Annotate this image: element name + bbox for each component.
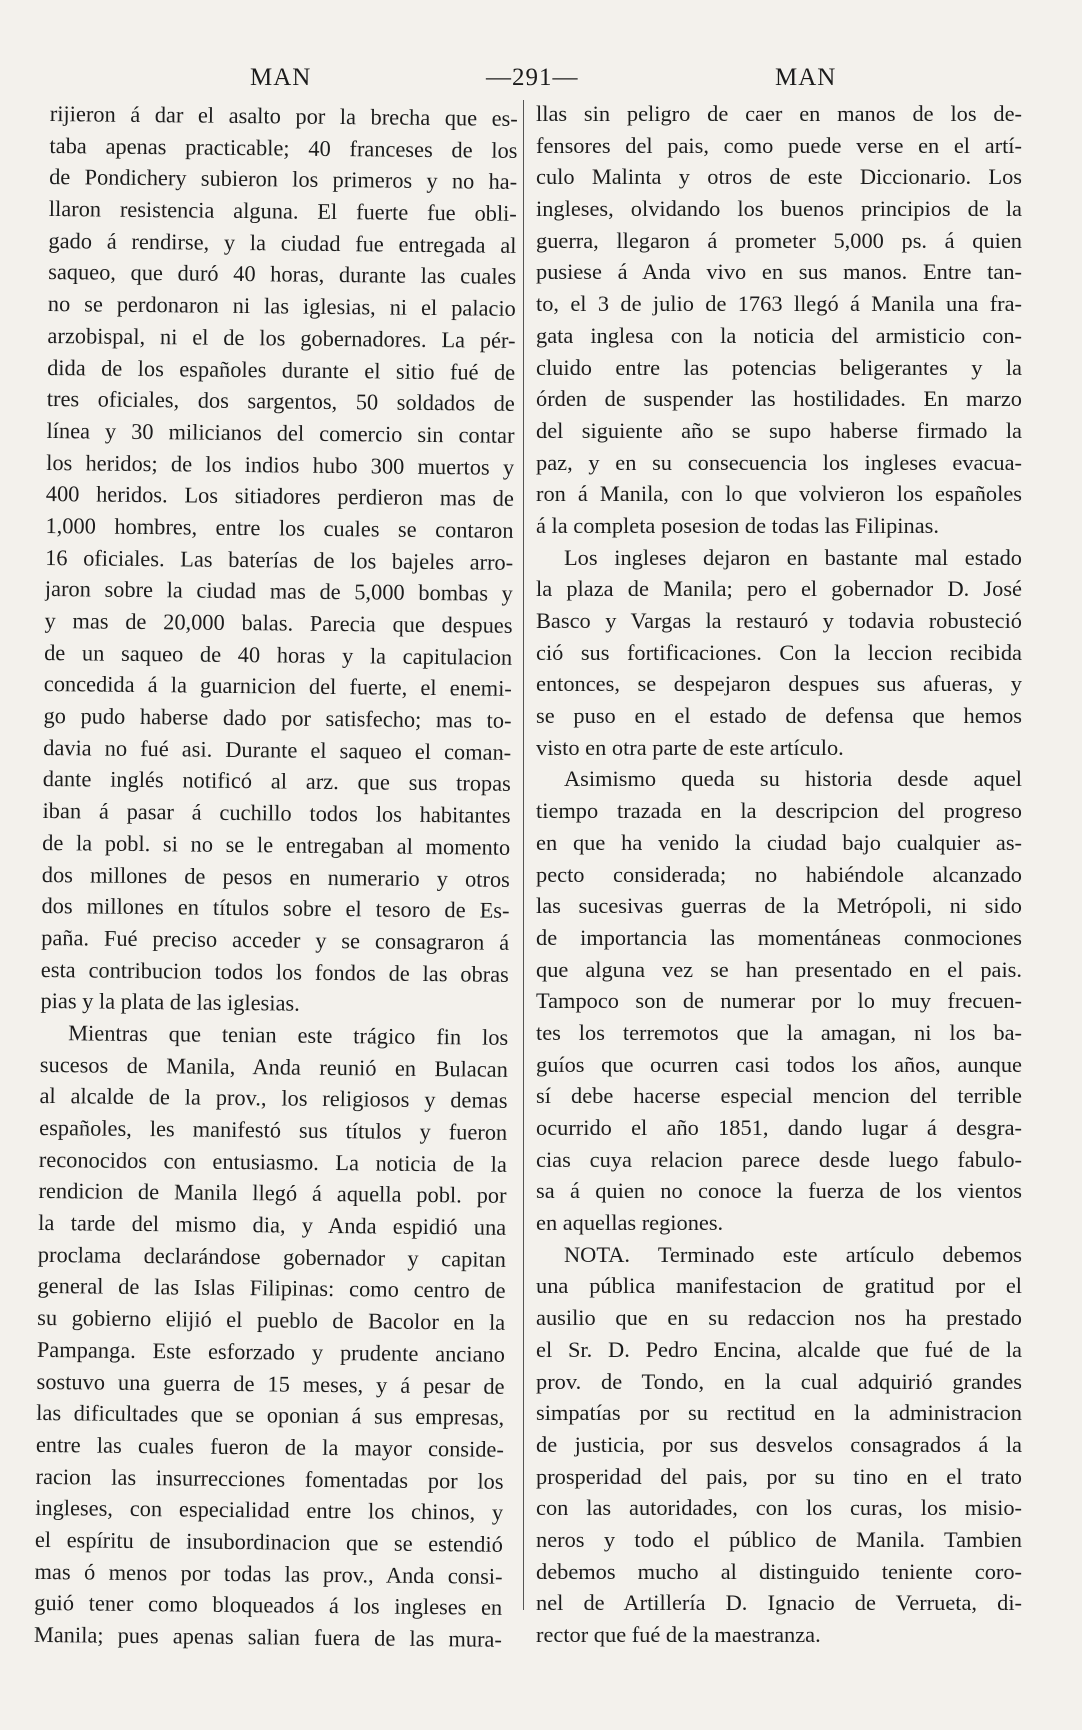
- header-left-word: MAN: [250, 64, 312, 91]
- running-header: [0, 64, 1082, 96]
- text-line: de la pobl. si no se le entregaban al momento: [42, 829, 511, 860]
- text-line: pecto considerada; no habiéndole alcanzado: [536, 861, 1022, 887]
- text-line: no se perdonaron ni las iglesias, ni el palacio: [47, 291, 516, 322]
- text-line: de justicia, por sus desvelos consagrados á la: [536, 1431, 1022, 1457]
- text-line: del siguiente año se supo haberse firmado la: [536, 417, 1022, 443]
- text-line: ció sus fortificaciones. Con la leccion recibida: [536, 639, 1022, 665]
- text-line: órden de suspender las hostilidades. En marzo: [536, 386, 1022, 412]
- text-line: concedida á la guarnicion del fuerte, el enemi-: [43, 671, 512, 702]
- text-line: racion las insurrecciones fomentadas por los: [35, 1463, 504, 1494]
- text-line: rendicion de Manila llegó á aquella pobl. por: [38, 1178, 507, 1209]
- text-line: y mas de 20,000 balas. Parecia que despues: [44, 607, 513, 638]
- text-line: debemos mucho al distinguido teniente coro-: [536, 1558, 1022, 1584]
- text-line: guerra, llegaron á prometer 5,000 ps. á quien: [536, 227, 1022, 253]
- text-line: cluido entre las potencias beligerantes y la: [536, 354, 1022, 380]
- text-line: dos millones en títulos sobre el tesoro de Es-: [41, 893, 510, 924]
- text-line: reconocidos con entusiasmo. La noticia de la: [38, 1146, 507, 1177]
- text-line: entre las cuales fueron de la mayor conside-: [35, 1431, 505, 1462]
- column-divider: [523, 100, 524, 1610]
- text-line: las sucesivas guerras de la Metrópoli, ni sido: [536, 893, 1022, 919]
- text-line: dida de los españoles durante el sitio fué de: [47, 354, 516, 385]
- text-line: neros y todo el público de Manila. Tambien: [536, 1526, 1022, 1552]
- text-line: Manila; pues apenas salian fuera de las mura-: [33, 1621, 503, 1652]
- text-line: sostuvo una guerra de 15 meses, y á pesar de: [36, 1368, 505, 1399]
- text-line: Pampanga. Este esforzado y prudente anciano: [36, 1336, 506, 1367]
- text-line: general de las Islas Filipinas: como centro de: [37, 1273, 506, 1304]
- text-line: españoles, les manifestó sus títulos y fueron: [39, 1114, 508, 1145]
- text-line: los heridos; de los indios hubo 300 muertos y: [46, 449, 515, 480]
- text-line: Mientras que tenian este trágico fin los: [68, 1020, 509, 1050]
- text-line: gata inglesa con la noticia del armisticio con-: [536, 322, 1022, 348]
- text-line: Basco y Vargas la restauró y todavia robusteció: [536, 608, 1022, 633]
- text-line: ron á Manila, con lo que volvieron los españoles: [536, 481, 1022, 507]
- left-column: [34, 98, 518, 1656]
- text-line: ocurrido el año 1851, dando lugar á desgra-: [536, 1115, 1022, 1140]
- text-line: fensores del pais, como puede verse en el artí-: [536, 132, 1022, 158]
- text-line: to, el 3 de julio de 1763 llegó á Manila una fra-: [536, 291, 1022, 317]
- text-line: esta contribucion todos los fondos de las obras: [40, 956, 509, 987]
- text-line: llaron resistencia alguna. El fuerte fue obli-: [48, 196, 517, 226]
- text-line: ausilio que en su redaccion nos ha prestado: [536, 1305, 1022, 1331]
- text-line: que alguna vez se han presentado en el pais.: [536, 956, 1022, 982]
- text-line: su gobierno elijió el pueblo de Bacolor en la: [37, 1305, 506, 1335]
- text-line: llas sin peligro de caer en manos de los de-: [536, 101, 1022, 126]
- text-line: simpatías por su rectitud en la administracion: [536, 1400, 1022, 1426]
- text-line: 400 heridos. Los sitiadores perdieron mas de: [45, 481, 514, 512]
- text-line: mas ó menos por todas las prov., Anda consi-: [34, 1558, 503, 1589]
- text-line: saqueo, que duró 40 horas, durante las cuales: [48, 259, 517, 290]
- text-line: se puso en el estado de defensa que hemos: [536, 703, 1022, 729]
- text-line: las dificultades que se oponian á sus empresas,: [36, 1400, 505, 1431]
- text-line: rector que fué de la maestranza.: [536, 1622, 821, 1647]
- right-column: [536, 98, 1022, 1651]
- text-line: Los ingleses dejaron en bastante mal estado: [564, 544, 1022, 570]
- text-line: tres oficiales, dos sargentos, 50 soldados de: [46, 386, 515, 417]
- text-line: iban á pasar á cuchillo todos los habitantes: [42, 798, 511, 828]
- text-line: davia no fué asi. Durante el saqueo el coman-: [43, 734, 512, 765]
- text-line: la tarde del mismo dia, y Anda espidió una: [38, 1210, 507, 1240]
- note-line: NOTA. Terminado este artículo debemos: [564, 1241, 1022, 1267]
- text-line: arzobispal, ni el de los gobernadores. La pér-: [47, 322, 516, 353]
- text-line: Asimismo queda su historia desde aquel: [564, 766, 1022, 792]
- text-line: paña. Fué preciso acceder y se consagraron á: [41, 924, 510, 955]
- text-line: visto en otra parte de este artículo.: [536, 734, 844, 760]
- text-line: en que ha venido la ciudad bajo cualquier as-: [536, 829, 1022, 855]
- text-line: la plaza de Manila; pero el gobernador D. José: [536, 576, 1022, 602]
- text-line: prov. de Tondo, en la cual adquirió grandes: [536, 1368, 1022, 1394]
- text-line: de Pondichery subieron los primeros y no ha-: [49, 164, 518, 195]
- text-line: prosperidad del pais, por su tino en el trato: [536, 1463, 1022, 1489]
- text-line: ingleses, olvidando los buenos principios de la: [536, 196, 1022, 222]
- text-line: culo Malinta y otros de este Diccionario. Los: [536, 164, 1022, 190]
- text-line: guíos que ocurren casi todos los años, aunque: [536, 1051, 1022, 1077]
- text-line: gado á rendirse, y la ciudad fue entregada al: [48, 227, 517, 258]
- text-line: el Sr. D. Pedro Encina, alcalde que fué de la: [536, 1336, 1022, 1362]
- text-line: sí debe hacerse especial mencion del terrible: [536, 1083, 1022, 1109]
- text-line: en aquellas regiones.: [536, 1210, 724, 1236]
- text-line: sa á quien no conoce la fuerza de los vientos: [536, 1178, 1022, 1204]
- text-line: dante inglés notificó al arz. que sus tropas: [42, 766, 511, 797]
- text-line: á la completa posesion de todas las Filipinas.: [536, 512, 939, 538]
- page-number: —291—: [486, 64, 579, 91]
- text-line: pias y la plata de las iglesias.: [40, 988, 300, 1016]
- text-line: con las autoridades, con los curas, los misio-: [536, 1495, 1022, 1521]
- text-line: proclama declarándose gobernador y capitan: [37, 1241, 506, 1272]
- text-line: entonces, se despejaron despues sus afueras, y: [536, 671, 1022, 697]
- text-line: al alcalde de la prov., los religiosos y demas: [39, 1083, 508, 1114]
- text-line: tes los terremotos que la amagan, ni los ba-: [536, 1019, 1022, 1045]
- text-line: tiempo trazada en la descripcion del progreso: [536, 798, 1022, 824]
- text-line: una pública manifestacion de gratitud por el: [536, 1273, 1022, 1299]
- text-line: ingleses, con especialidad entre los chinos, y: [35, 1495, 504, 1526]
- text-line: cias cuya relacion parece desde luego fabulo-: [536, 1146, 1022, 1172]
- text-line: dos millones de pesos en numerario y otros: [41, 861, 510, 892]
- text-line: de un saqueo de 40 horas y la capitulacion: [44, 639, 513, 670]
- text-line: paz, y en su consecuencia los ingleses evacua-: [536, 449, 1022, 475]
- text-line: guió tener como bloqueados á los ingleses en: [34, 1590, 503, 1621]
- text-line: 16 oficiales. Las baterías de los bajeles arro-: [45, 544, 514, 575]
- header-right-word: MAN: [775, 64, 837, 91]
- text-line: rijieron á dar el asalto por la brecha que es-: [49, 100, 518, 131]
- text-line: línea y 30 milicianos del comercio sin contar: [46, 417, 515, 448]
- text-line: taba apenas practicable; 40 franceses de los: [49, 132, 518, 163]
- text-line: jaron sobre la ciudad mas de 5,000 bombas y: [44, 576, 513, 607]
- text-line: go pudo haberse dado por satisfecho; mas to-: [43, 703, 512, 733]
- text-line: pusiese á Anda vivo en sus manos. Entre tan-: [536, 259, 1022, 285]
- text-line: 1,000 hombres, entre los cuales se contaron: [45, 512, 514, 543]
- text-line: sucesos de Manila, Anda reunió en Bulacan: [39, 1051, 508, 1082]
- text-line: de importancia las momentáneas conmociones: [536, 924, 1022, 950]
- text-line: nel de Artillería D. Ignacio de Verrueta, di-: [536, 1590, 1022, 1616]
- text-line: Tampoco son de numerar por lo muy frecuen-: [536, 988, 1022, 1014]
- text-line: el espíritu de insubordinacion que se estendió: [34, 1526, 504, 1557]
